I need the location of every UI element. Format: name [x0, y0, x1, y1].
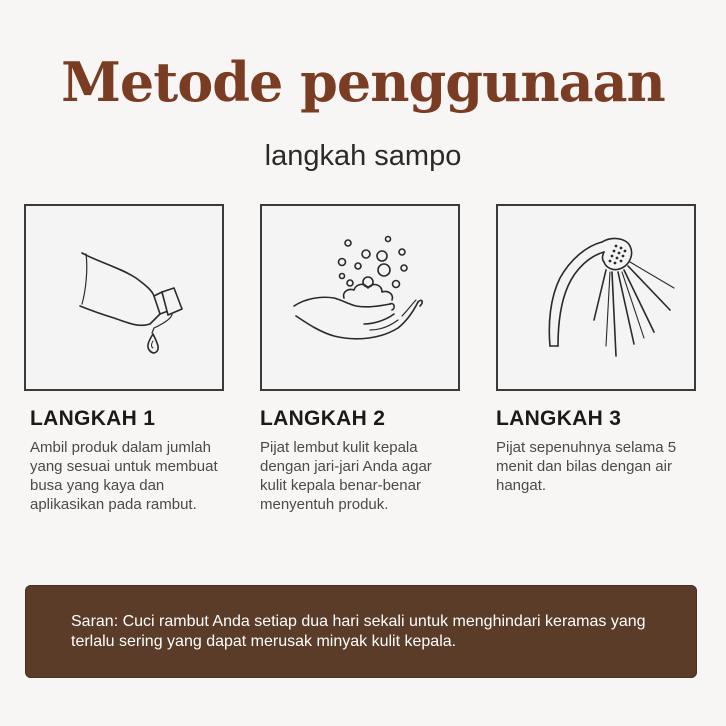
step-3-illustration: [496, 204, 696, 391]
step-1-heading: LANGKAH 1: [30, 407, 156, 430]
page-subtitle: langkah sampo: [264, 140, 462, 172]
step-2: [260, 204, 460, 514]
tip-banner: [25, 585, 697, 678]
step-1-illustration: [24, 204, 224, 391]
step-1: [24, 204, 224, 514]
step-3: [496, 204, 696, 495]
hand-foam-icon: [262, 206, 458, 389]
bottle-pour-icon: [26, 206, 222, 389]
tip-text: Saran: Cuci rambut Anda setiap dua hari sekali untuk menghindari keramas yang terlalu sering yang dapat merusak minyak kulit kepala.: [71, 613, 646, 650]
step-2-illustration: [260, 204, 460, 391]
step-2-heading: LANGKAH 2: [260, 407, 386, 430]
step-2-description: Pijat lembut kulit kepala dengan jari-jari Anda agar kulit kepala benar-benar menyentuh produk.: [260, 439, 432, 513]
step-1-description: Ambil produk dalam jumlah yang sesuai untuk membuat busa yang kaya dan aplikasikan pada rambut.: [30, 439, 218, 513]
shower-head-icon: [498, 206, 694, 389]
step-3-heading: LANGKAH 3: [496, 407, 622, 430]
page-title: Metode penggunaan: [61, 50, 665, 114]
step-3-description: Pijat sepenuhnya selama 5 menit dan bilas dengan air hangat.: [496, 439, 677, 494]
